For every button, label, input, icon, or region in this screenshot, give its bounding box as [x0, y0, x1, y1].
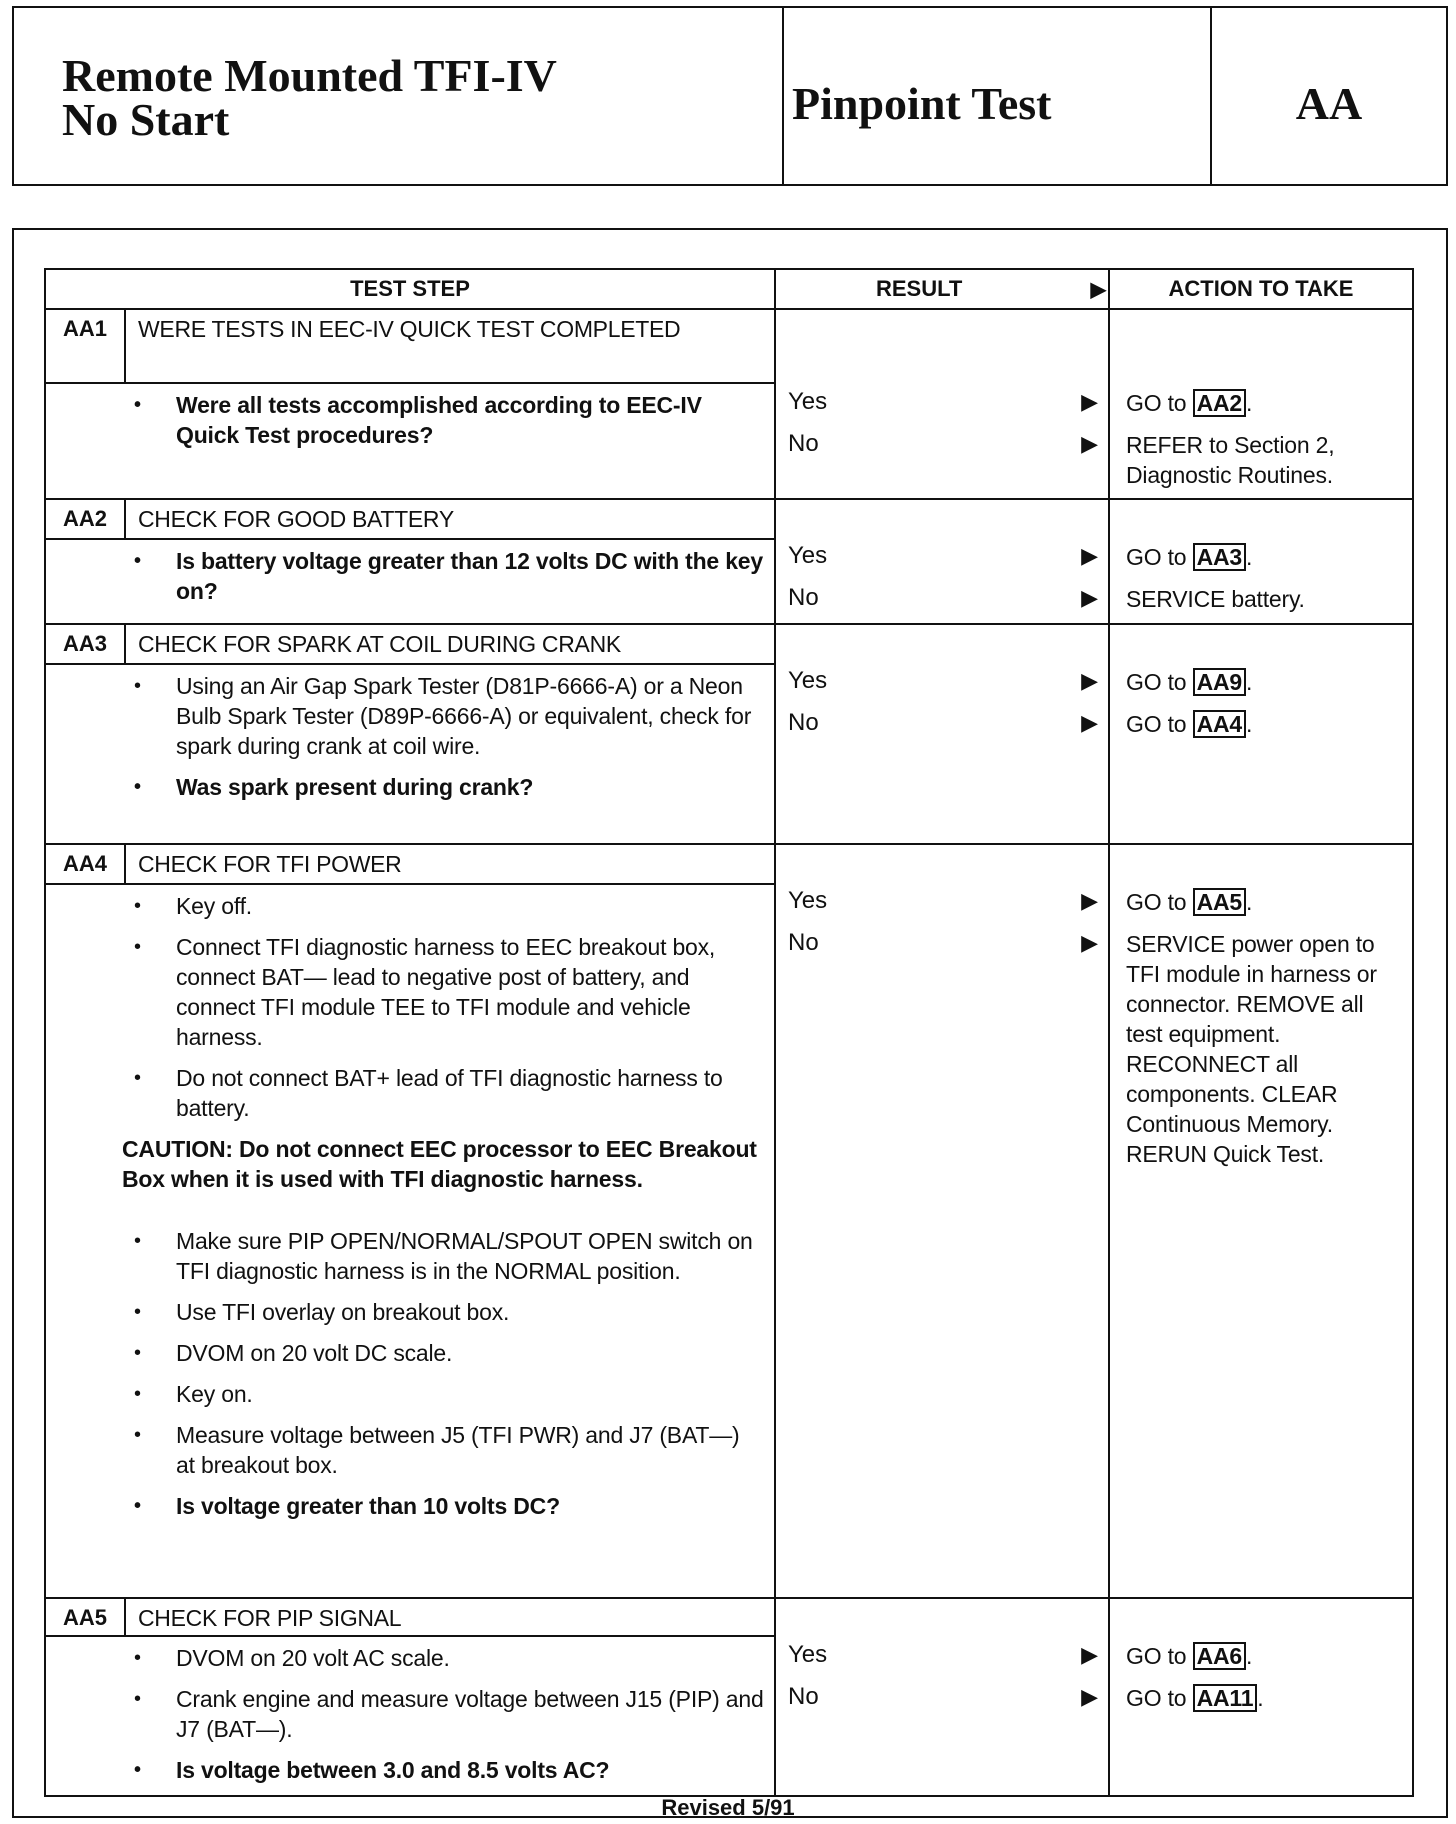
step-group-aa5	[44, 1599, 1414, 1797]
action-cell	[1110, 845, 1414, 1597]
step-instruction: • Connect TFI diagnostic harness to EEC breakout box, connect BAT— lead to negative post of battery, and connect TFI module TEE to TFI module and vehicle harness.	[134, 932, 764, 1052]
result-no-label: No	[788, 1683, 819, 1710]
step-group-aa4	[44, 845, 1414, 1599]
right-triangle-icon: ▶	[1081, 585, 1098, 610]
action-yes: GO to AA5 .	[1126, 889, 1253, 915]
action-yes: GO to AA3 .	[1126, 544, 1253, 570]
step-reference-link[interactable]: AA2	[1193, 389, 1246, 417]
result-no-label: No	[788, 709, 819, 736]
step-title: CHECK FOR GOOD BATTERY	[138, 506, 454, 532]
step-instruction: • Use TFI overlay on breakout box.	[134, 1297, 764, 1327]
action-cell	[1110, 1599, 1414, 1795]
action-yes: GO to AA9 .	[1126, 669, 1253, 695]
right-triangle-icon: ▶	[1081, 1642, 1098, 1667]
step-id: AA3	[46, 625, 126, 663]
action-no: SERVICE power open to TFI module in harness or connector. REMOVE all test equipment. RECONNECT all components. CLEAR Continuous Memory. RERUN Quick Test.	[1126, 931, 1377, 1167]
step-instruction: • DVOM on 20 volt AC scale.	[134, 1643, 764, 1673]
result-yes	[788, 386, 1098, 418]
result-cell	[776, 500, 1110, 623]
col-header-test-step: TEST STEP	[44, 270, 776, 308]
result-no	[788, 582, 1098, 614]
right-triangle-icon: ▶	[1081, 389, 1098, 414]
step-question: • Was spark present during crank?	[134, 772, 764, 802]
step-instruction: • Measure voltage between J5 (TFI PWR) and J7 (BAT—) at breakout box.	[134, 1420, 764, 1480]
result-no-label: No	[788, 584, 819, 611]
action-yes: GO to AA2 .	[1126, 390, 1253, 416]
step-reference-link[interactable]: AA4	[1193, 710, 1246, 738]
result-no-label: No	[788, 430, 819, 457]
col-header-result-label: RESULT	[876, 276, 963, 301]
right-triangle-icon: ▶	[1081, 543, 1098, 568]
pinpoint-table	[44, 268, 1414, 1797]
step-id: AA5	[46, 1599, 126, 1635]
step-reference-link[interactable]: AA5	[1193, 888, 1246, 916]
step-instruction: • Make sure PIP OPEN/NORMAL/SPOUT OPEN switch on TFI diagnostic harness is in the NORMAL position.	[134, 1226, 764, 1286]
result-cell	[776, 625, 1110, 843]
result-no	[788, 1681, 1098, 1713]
step-reference-link[interactable]: AA3	[1193, 543, 1246, 571]
step-title: WERE TESTS IN EEC-IV QUICK TEST COMPLETED	[138, 316, 681, 342]
step-instruction: • Key on.	[134, 1379, 764, 1409]
result-yes-label: Yes	[788, 667, 828, 694]
action-no: GO to AA11 .	[1126, 1685, 1264, 1711]
result-cell	[776, 1599, 1110, 1795]
step-instruction: • Do not connect BAT+ lead of TFI diagnostic harness to battery.	[134, 1063, 764, 1123]
step-body	[46, 1637, 774, 1802]
step-instruction: • Crank engine and measure voltage between J15 (PIP) and J7 (BAT—).	[134, 1684, 764, 1744]
col-header-action: ACTION TO TAKE	[1110, 270, 1414, 308]
step-id: AA2	[46, 500, 126, 538]
step-reference-link[interactable]: AA11	[1193, 1684, 1258, 1712]
action-cell	[1110, 500, 1414, 623]
col-header-result	[776, 270, 1110, 308]
action-no: REFER to Section 2, Diagnostic Routines.	[1126, 432, 1335, 488]
result-yes	[788, 885, 1098, 917]
result-yes-label: Yes	[788, 1641, 828, 1668]
result-yes	[788, 665, 1098, 697]
step-instruction: • DVOM on 20 volt DC scale.	[134, 1338, 764, 1368]
action-cell	[1110, 625, 1414, 843]
test-code: AA	[1295, 77, 1363, 129]
step-reference-link[interactable]: AA6	[1193, 1642, 1246, 1670]
step-group-aa3	[44, 625, 1414, 845]
right-triangle-icon: ▶	[1081, 888, 1098, 913]
result-no	[788, 927, 1098, 959]
step-question: • Were all tests accomplished according to EEC-IV Quick Test procedures?	[134, 390, 764, 450]
step-group-aa1	[44, 310, 1414, 500]
right-triangle-icon: ▶	[1081, 710, 1098, 735]
step-body	[46, 384, 774, 467]
step-question: • Is battery voltage greater than 12 volts DC with the key on?	[134, 546, 764, 606]
result-yes-label: Yes	[788, 542, 828, 569]
right-triangle-icon: ▶	[1081, 1684, 1098, 1709]
step-instruction: • Using an Air Gap Spark Tester (D81P-6666-A) or a Neon Bulb Spark Tester (D89P-6666-A) or equivalent, check for spark during crank at coil wire.	[134, 671, 764, 761]
step-id: AA4	[46, 845, 126, 883]
title-line-1: Remote Mounted TFI-IV	[62, 50, 557, 101]
right-triangle-icon: ▶	[1081, 930, 1098, 955]
step-title: CHECK FOR TFI POWER	[138, 851, 402, 877]
step-group-aa2	[44, 500, 1414, 625]
step-body	[46, 885, 774, 1538]
caution-note: CAUTION: Do not connect EEC processor to EEC Breakout Box when it is used with TFI diagnostic harness.	[122, 1136, 757, 1192]
step-title: CHECK FOR PIP SIGNAL	[138, 1605, 402, 1631]
page-header	[12, 6, 1448, 186]
test-type-label: Pinpoint Test	[784, 8, 1212, 184]
result-yes-label: Yes	[788, 388, 828, 415]
action-cell	[1110, 310, 1414, 498]
step-question: • Is voltage greater than 10 volts DC?	[134, 1491, 764, 1521]
right-triangle-icon: ▶	[1081, 431, 1098, 456]
action-no: GO to AA4 .	[1126, 711, 1253, 737]
revision-footer: Revised 5/91	[661, 1795, 795, 1820]
right-triangle-icon: ▶	[1090, 278, 1106, 301]
result-no	[788, 428, 1098, 460]
result-yes	[788, 540, 1098, 572]
page-title	[14, 8, 784, 184]
right-triangle-icon: ▶	[1081, 668, 1098, 693]
result-no	[788, 707, 1098, 739]
step-id: AA1	[46, 310, 126, 382]
step-reference-link[interactable]: AA9	[1193, 668, 1246, 696]
result-yes	[788, 1639, 1098, 1671]
step-title: CHECK FOR SPARK AT COIL DURING CRANK	[138, 631, 621, 657]
result-no-label: No	[788, 929, 819, 956]
action-yes: GO to AA6 .	[1126, 1643, 1253, 1669]
step-body	[46, 540, 774, 623]
table-header-row	[44, 268, 1414, 310]
step-question: • Is voltage between 3.0 and 8.5 volts AC?	[134, 1755, 764, 1785]
title-line-2: No Start	[62, 94, 230, 145]
result-cell	[776, 310, 1110, 498]
result-cell	[776, 845, 1110, 1597]
step-instruction: • Key off.	[134, 891, 764, 921]
result-yes-label: Yes	[788, 887, 828, 914]
action-no: SERVICE battery.	[1126, 586, 1305, 612]
step-body	[46, 665, 774, 819]
